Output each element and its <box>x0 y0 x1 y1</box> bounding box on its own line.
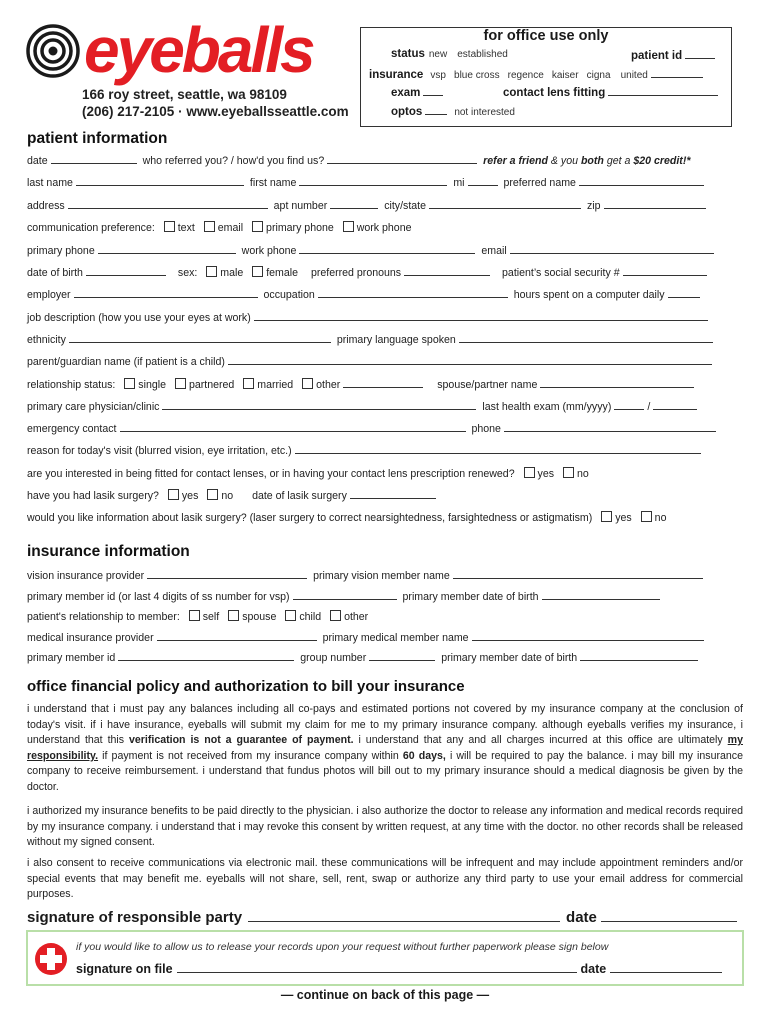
clinic-contact: (206) 217-2105 · www.eyeballsseattle.com <box>82 104 349 119</box>
office-optos: optos not interested <box>391 106 515 118</box>
row-lasik-info: would you like information about lasik surgery? (laser surgery to correct nearsightedness, farsightedness or astigmatism) yes no <box>27 512 667 524</box>
last-exam-month-field[interactable] <box>614 399 644 410</box>
sex-male-checkbox[interactable] <box>206 266 217 277</box>
lasik-no-checkbox[interactable] <box>207 489 218 500</box>
comm-primary-phone-checkbox[interactable] <box>252 221 263 232</box>
row-guardian: parent/guardian name (if patient is a child) <box>27 354 739 370</box>
release-note: if you would like to allow us to release your records upon your request without further paperwork please sign below <box>76 941 609 953</box>
row-lasik: have you had lasik surgery? yes no date of lasik surgery <box>27 488 739 504</box>
medical-cross-icon <box>34 942 68 976</box>
pronouns-field[interactable] <box>404 265 490 276</box>
row-pcp: primary care physician/clinic last health exam (mm/yyyy) / <box>27 399 739 415</box>
logo-wordmark: eyeballs <box>84 14 313 86</box>
reason-field[interactable] <box>295 443 701 454</box>
insurance-heading: insurance information <box>27 543 190 560</box>
signature-date-field[interactable] <box>601 909 737 922</box>
sex-female-checkbox[interactable] <box>252 266 263 277</box>
primary-phone-field[interactable] <box>98 243 236 254</box>
guardian-field[interactable] <box>228 354 712 365</box>
signature-on-file-row: signature on file date <box>76 962 725 976</box>
last-name-field[interactable] <box>76 175 244 186</box>
signature-on-file-field[interactable] <box>177 962 577 973</box>
emergency-phone-field[interactable] <box>504 421 716 432</box>
continue-footer: — continue on back of this page — <box>280 988 490 1002</box>
row-medical-ins: medical insurance provider primary medical member name <box>27 630 739 646</box>
first-name-field[interactable] <box>299 175 447 186</box>
comm-work-phone-checkbox[interactable] <box>343 221 354 232</box>
signature-on-file-date-field[interactable] <box>610 962 722 973</box>
rel-other-checkbox[interactable] <box>302 378 313 389</box>
rel-married-checkbox[interactable] <box>243 378 254 389</box>
vision-member-id-field[interactable] <box>293 589 397 600</box>
language-field[interactable] <box>459 332 713 343</box>
signature-field[interactable] <box>248 909 560 922</box>
medical-member-id-field[interactable] <box>118 650 294 661</box>
office-status: status new established <box>391 48 508 60</box>
row-contacts: are you interested in being fitted for contact lenses, or in having your contact lens prescription renewed? yes no <box>27 468 589 480</box>
city-state-field[interactable] <box>429 198 581 209</box>
comm-text-checkbox[interactable] <box>164 221 175 232</box>
apt-field[interactable] <box>330 198 378 209</box>
row-phones: primary phone work phone email <box>27 243 739 259</box>
contacts-no-checkbox[interactable] <box>563 467 574 478</box>
job-description-field[interactable] <box>254 310 708 321</box>
release-box <box>26 930 744 986</box>
ins-rel-self-checkbox[interactable] <box>189 610 200 621</box>
row-name: last name first name mi preferred name <box>27 175 739 191</box>
vision-provider-field[interactable] <box>147 568 307 579</box>
employer-field[interactable] <box>74 287 258 298</box>
row-emergency: emergency contact phone <box>27 421 739 437</box>
row-date-referral: date who referred you? / how'd you find us? refer a friend & you both get a $20 credit!* <box>27 155 691 167</box>
zip-field[interactable] <box>604 198 706 209</box>
ethnicity-field[interactable] <box>69 332 331 343</box>
row-dob-sex: date of birth sex: male female preferred pronouns patient’s social security # <box>27 265 739 281</box>
policy-paragraph-3: i also consent to receive communications via electronic mail. these communications will be infrequent and may include appointment reminders and/or special events that may benefit me. eyeballs will not share, sell, rent, swap or authorize any third party to use your email address for commercial purposes. <box>27 857 743 901</box>
row-employer: employer occupation hours spent on a computer daily <box>27 287 739 303</box>
medical-member-field[interactable] <box>472 630 704 641</box>
row-member-id-vsp: primary member id (or last 4 digits of ss number for vsp) primary member date of birth <box>27 589 739 605</box>
date-field[interactable] <box>51 153 137 164</box>
medical-member-dob-field[interactable] <box>580 650 698 661</box>
address-field[interactable] <box>68 198 268 209</box>
row-vision-ins: vision insurance provider primary vision member name <box>27 568 739 584</box>
vision-member-dob-field[interactable] <box>542 589 660 600</box>
lasik-info-yes-checkbox[interactable] <box>601 511 612 522</box>
logo <box>26 14 356 126</box>
office-exam: exam <box>391 85 446 99</box>
ins-rel-other-checkbox[interactable] <box>330 610 341 621</box>
last-exam-year-field[interactable] <box>653 399 697 410</box>
contacts-yes-checkbox[interactable] <box>524 467 535 478</box>
referral-field[interactable] <box>327 153 477 164</box>
medical-provider-field[interactable] <box>157 630 317 641</box>
ins-rel-child-checkbox[interactable] <box>285 610 296 621</box>
spouse-field[interactable] <box>540 377 694 388</box>
row-address: address apt number city/state zip <box>27 198 739 214</box>
policy-heading: office financial policy and authorization to bill your insurance <box>27 678 465 695</box>
group-number-field[interactable] <box>369 650 435 661</box>
policy-paragraph-2: i authorized my insurance benefits to be paid directly to the physician. i also authorize the doctor to release any information and medical records required by my insurance company. i understand that i may revoke this consent by written request, at any time with the doctor. no other records shall be released without my signed consent. <box>27 805 743 849</box>
row-job: job description (how you use your eyes at work) <box>27 310 739 326</box>
ins-rel-spouse-checkbox[interactable] <box>228 610 239 621</box>
office-use-title: for office use only <box>483 28 609 44</box>
row-relationship: relationship status: single partnered married other spouse/partner name <box>27 377 739 393</box>
office-contact-fitting: contact lens fitting <box>503 85 721 99</box>
mi-field[interactable] <box>468 175 498 186</box>
dob-field[interactable] <box>86 265 166 276</box>
comm-email-checkbox[interactable] <box>204 221 215 232</box>
hours-field[interactable] <box>668 287 700 298</box>
work-phone-field[interactable] <box>299 243 475 254</box>
occupation-field[interactable] <box>318 287 508 298</box>
office-patient-id: patient id <box>631 48 718 62</box>
ssn-field[interactable] <box>623 265 707 276</box>
vision-member-field[interactable] <box>453 568 703 579</box>
preferred-name-field[interactable] <box>579 175 704 186</box>
lasik-date-field[interactable] <box>350 488 436 499</box>
patient-info-heading: patient information <box>27 130 168 147</box>
lasik-info-no-checkbox[interactable] <box>641 511 652 522</box>
policy-paragraph-1: i understand that i must pay any balances including all co-pays and estimated portions not covered by my insurance company at the conclusion of today's visit. if i have insurance, eyeballs will submit my claim for me to my primary insurance company. although eyeballs verifies my insurance, i understand that this verification is not a guarantee of payment. i understand that any and all charges incurred at this office are ultimately my responsibility. if payment is not received from my insurance company within 60 days, i will be required to pay the balance. i may bill my insurance company to receive reimbursement. i understand that fundus photos will bill out to my primary insurance should a medical diagnosis be given by the doctor. <box>27 703 743 793</box>
lasik-yes-checkbox[interactable] <box>168 489 179 500</box>
row-reason: reason for today's visit (blurred vision, eye irritation, etc.) <box>27 443 739 459</box>
clinic-address: 166 roy street, seattle, wa 98109 <box>82 87 287 102</box>
office-use-box <box>360 27 732 127</box>
row-ethnicity: ethnicity primary language spoken <box>27 332 739 348</box>
rel-single-checkbox[interactable] <box>124 378 135 389</box>
signature-row: signature of responsible party date <box>27 909 743 926</box>
email-field[interactable] <box>510 243 714 254</box>
emergency-contact-field[interactable] <box>120 421 466 432</box>
row-member-id: primary member id group number primary member date of birth <box>27 650 739 666</box>
target-logo-icon <box>26 24 80 78</box>
rel-partnered-checkbox[interactable] <box>175 378 186 389</box>
pcp-field[interactable] <box>162 399 476 410</box>
rel-other-field[interactable] <box>343 377 423 388</box>
row-comm-pref: communication preference: text email primary phone work phone <box>27 222 412 234</box>
office-insurance: insurance vsp blue cross regence kaiser cigna united <box>369 67 706 81</box>
row-ins-relationship: patient's relationship to member: self spouse child other <box>27 611 369 623</box>
